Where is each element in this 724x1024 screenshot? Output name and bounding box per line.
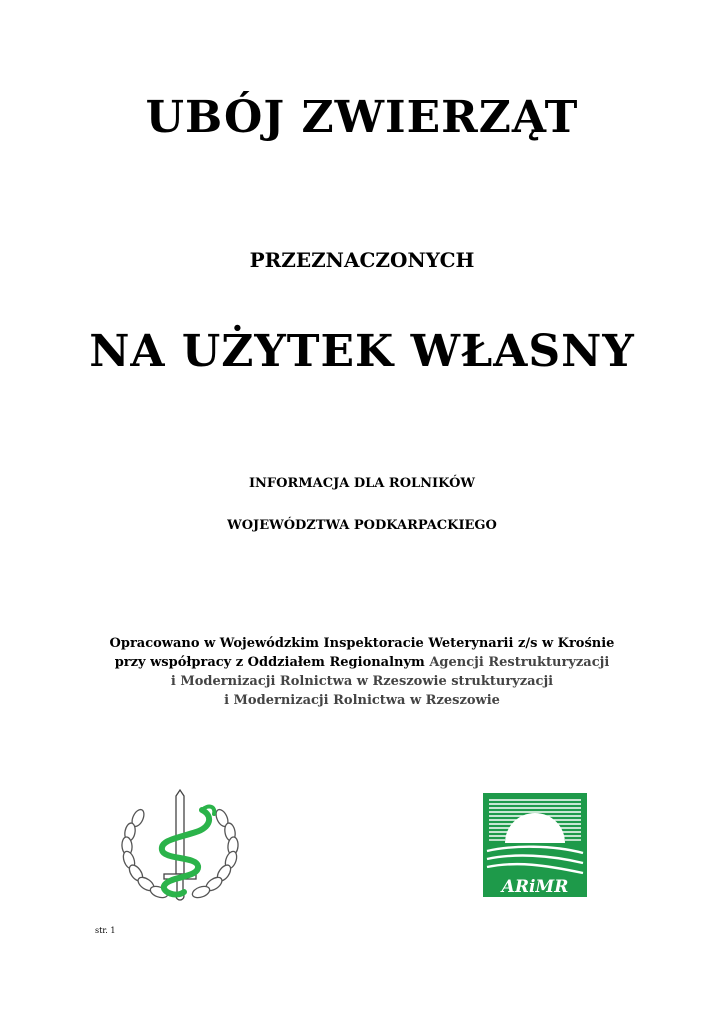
credits-line-3: i Modernizacji Rolnictwa w Rzeszowie strukturyzacji xyxy=(170,674,554,689)
arimr-logo-text: ARiMR xyxy=(501,877,569,897)
credits-line-2-b: Agencji Restrukturyzacji xyxy=(429,655,610,670)
credits-line-2-a: przy współpracy z Oddziałem Regionalnym xyxy=(114,655,430,670)
credits-block xyxy=(0,634,724,710)
arimr-logo-icon xyxy=(483,793,587,897)
credits-line-1: Opracowano w Wojewódzkim Inspektoracie Weterynarii z/s w Krośnie xyxy=(109,636,615,651)
document-subtitle: PRZEZNACZONYCH xyxy=(249,248,475,272)
document-title-second: NA UŻYTEK WŁASNY xyxy=(89,326,635,377)
page-number: str. 1 xyxy=(95,926,116,935)
info-line-voivodeship: WOJEWÓDZTWA PODKARPACKIEGO xyxy=(227,518,497,533)
veterinary-inspection-emblem-icon xyxy=(118,788,242,906)
credits-line-2 xyxy=(0,653,724,672)
info-line-farmers: INFORMACJA DLA ROLNIKÓW xyxy=(248,476,476,491)
credits-line-4: i Modernizacji Rolnictwa w Rzeszowie xyxy=(224,693,500,708)
document-title: UBÓJ ZWIERZĄT xyxy=(145,92,579,143)
